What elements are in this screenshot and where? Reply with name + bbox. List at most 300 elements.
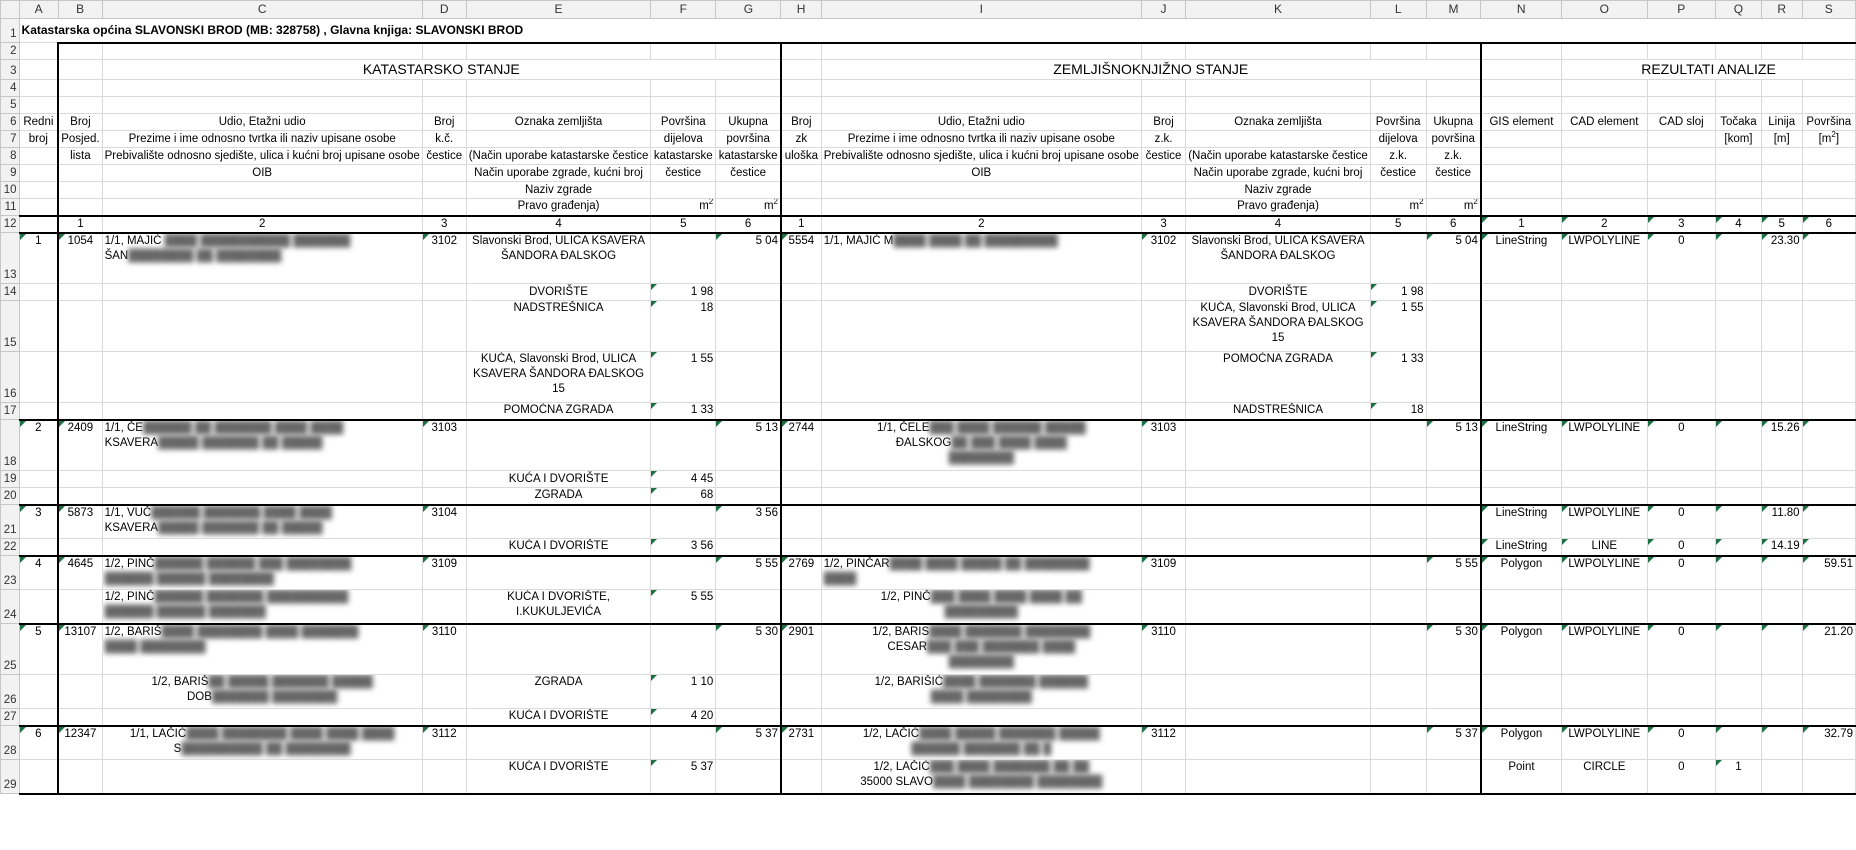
cell[interactable] — [716, 471, 781, 488]
cell[interactable] — [1141, 80, 1185, 97]
cell[interactable]: 11.80 — [1761, 505, 1802, 539]
cell[interactable] — [1802, 420, 1855, 471]
cell[interactable] — [1481, 301, 1562, 352]
cell[interactable] — [781, 403, 821, 420]
cell[interactable] — [1761, 556, 1802, 590]
cell[interactable] — [19, 80, 58, 97]
cell[interactable] — [651, 726, 716, 760]
cell[interactable] — [58, 97, 102, 114]
column-header[interactable]: C — [102, 1, 422, 19]
cell[interactable] — [1481, 488, 1562, 505]
cell[interactable] — [19, 97, 58, 114]
cell[interactable]: 5 30 — [1426, 624, 1481, 675]
cell[interactable] — [1761, 471, 1802, 488]
cell[interactable]: čestice — [1370, 165, 1426, 182]
cell[interactable]: zk — [781, 131, 821, 148]
column-header[interactable]: A — [19, 1, 58, 19]
cell[interactable]: površina — [1426, 131, 1481, 148]
column-number[interactable]: 5 — [651, 216, 716, 233]
cell[interactable]: 3 56 — [716, 505, 781, 539]
cell[interactable]: 3112 — [422, 726, 466, 760]
cell[interactable] — [1186, 760, 1371, 794]
cell[interactable] — [58, 471, 102, 488]
cell[interactable] — [716, 403, 781, 420]
cell[interactable] — [1141, 471, 1185, 488]
owner-cell[interactable] — [821, 233, 1141, 284]
cell[interactable] — [1426, 471, 1481, 488]
cell[interactable] — [1141, 165, 1185, 182]
cell[interactable]: [kom] — [1716, 131, 1762, 148]
cell[interactable] — [1761, 352, 1802, 403]
cell[interactable] — [1370, 505, 1426, 539]
cell[interactable] — [466, 624, 651, 675]
cell[interactable]: 2409 — [58, 420, 102, 471]
cell[interactable] — [821, 43, 1141, 60]
cell[interactable] — [821, 539, 1141, 556]
cell[interactable] — [422, 403, 466, 420]
cell[interactable]: 1 — [1716, 760, 1762, 794]
cell[interactable]: OIB — [102, 165, 422, 182]
cell[interactable]: GIS element — [1481, 114, 1562, 131]
cell[interactable] — [1426, 488, 1481, 505]
cell[interactable]: dijelova — [1370, 131, 1426, 148]
cell[interactable] — [781, 301, 821, 352]
row-header[interactable]: 8 — [1, 148, 20, 165]
row-header[interactable]: 14 — [1, 284, 20, 301]
cell[interactable] — [716, 199, 781, 216]
cell[interactable]: 1 98 — [1370, 284, 1426, 301]
cell[interactable] — [19, 352, 58, 403]
cell[interactable] — [1761, 709, 1802, 726]
cell[interactable] — [1370, 471, 1426, 488]
cell[interactable] — [1716, 471, 1762, 488]
cell[interactable] — [19, 182, 58, 199]
row-header[interactable]: 29 — [1, 760, 20, 794]
cell[interactable] — [1716, 488, 1762, 505]
cell[interactable] — [1481, 60, 1562, 80]
cell[interactable] — [1647, 80, 1716, 97]
cell[interactable] — [651, 233, 716, 284]
cell[interactable] — [1647, 590, 1716, 624]
cell[interactable] — [102, 284, 422, 301]
cell[interactable]: KUĆA I DVORIŠTE — [466, 760, 651, 794]
cell[interactable] — [651, 182, 716, 199]
row-header[interactable]: 16 — [1, 352, 20, 403]
cell[interactable] — [1647, 471, 1716, 488]
cell[interactable] — [781, 539, 821, 556]
cell[interactable]: 68 — [651, 488, 716, 505]
cell[interactable]: 3 56 — [651, 539, 716, 556]
cell[interactable]: 6 — [19, 726, 58, 760]
column-header[interactable]: L — [1370, 1, 1426, 19]
select-all-corner[interactable] — [1, 1, 20, 19]
cell[interactable] — [102, 709, 422, 726]
cell[interactable]: 3102 — [1141, 233, 1185, 284]
cell[interactable] — [1716, 590, 1762, 624]
cell[interactable] — [1802, 760, 1855, 794]
cell[interactable] — [1761, 301, 1802, 352]
cell[interactable] — [1761, 726, 1802, 760]
cell[interactable]: 5 55 — [651, 590, 716, 624]
cell[interactable] — [1802, 182, 1855, 199]
cell[interactable] — [1802, 199, 1855, 216]
cell[interactable] — [1426, 505, 1481, 539]
cell[interactable] — [1562, 80, 1648, 97]
cell[interactable]: CAD element — [1562, 114, 1648, 131]
cell[interactable] — [1802, 539, 1855, 556]
cell[interactable] — [1647, 403, 1716, 420]
cell[interactable] — [1186, 624, 1371, 675]
cell[interactable]: dijelova — [651, 131, 716, 148]
cell[interactable] — [1647, 675, 1716, 709]
cell[interactable] — [19, 216, 58, 233]
cell[interactable]: Način uporabe zgrade, kućni broj — [1186, 165, 1371, 182]
cell[interactable] — [1141, 709, 1185, 726]
cell[interactable] — [466, 505, 651, 539]
section-rezultati[interactable]: REZULTATI ANALIZE — [1562, 60, 1856, 80]
cell[interactable] — [1647, 199, 1716, 216]
cell[interactable]: 0 — [1647, 726, 1716, 760]
cell[interactable]: 3110 — [1141, 624, 1185, 675]
cell[interactable]: lista — [58, 148, 102, 165]
cell[interactable] — [651, 43, 716, 60]
cell[interactable]: Pravo građenja) — [466, 199, 651, 216]
cell[interactable] — [58, 488, 102, 505]
cell[interactable] — [1481, 199, 1562, 216]
cell[interactable] — [1370, 199, 1426, 216]
cell[interactable]: z.k. — [1426, 148, 1481, 165]
cell[interactable] — [102, 97, 422, 114]
cell[interactable]: [m] — [1761, 131, 1802, 148]
cell[interactable]: LineString — [1481, 505, 1562, 539]
column-number[interactable]: 6 — [1426, 216, 1481, 233]
cell[interactable] — [1481, 284, 1562, 301]
cell[interactable] — [1186, 726, 1371, 760]
cell[interactable] — [1562, 675, 1648, 709]
cell[interactable] — [1562, 182, 1648, 199]
column-number[interactable]: 5 — [1370, 216, 1426, 233]
cell[interactable]: Način uporabe zgrade, kućni broj — [466, 165, 651, 182]
cell[interactable] — [781, 352, 821, 403]
cell[interactable] — [1481, 131, 1562, 148]
cell[interactable]: Ukupna — [1426, 114, 1481, 131]
cell[interactable] — [821, 301, 1141, 352]
cell[interactable] — [466, 726, 651, 760]
cell[interactable] — [19, 301, 58, 352]
cell[interactable]: k.č. — [422, 131, 466, 148]
cell[interactable]: 3103 — [422, 420, 466, 471]
cell[interactable] — [1141, 43, 1185, 60]
cell[interactable]: 12347 — [58, 726, 102, 760]
owner-cell[interactable] — [102, 726, 422, 760]
cell[interactable] — [1716, 165, 1762, 182]
cell[interactable]: Linija — [1761, 114, 1802, 131]
owner-cell[interactable] — [821, 726, 1141, 760]
column-number[interactable]: 1 — [58, 216, 102, 233]
cell[interactable] — [1802, 488, 1855, 505]
cell[interactable]: (Način uporabe katastarske čestice — [1186, 148, 1371, 165]
cell[interactable]: 0 — [1647, 233, 1716, 284]
cell[interactable] — [466, 97, 651, 114]
cell[interactable]: Oznaka zemljišta — [1186, 114, 1371, 131]
cell[interactable]: Prebivalište odnosno sjedište, ulica i kućni broj upisane osobe — [821, 148, 1141, 165]
cell[interactable]: $[m^2]$ — [1802, 131, 1855, 148]
cell[interactable]: 5 37 — [1426, 726, 1481, 760]
cell[interactable] — [781, 471, 821, 488]
cell[interactable]: Površina — [651, 114, 716, 131]
cell[interactable] — [1647, 148, 1716, 165]
cell[interactable] — [19, 590, 58, 624]
cell[interactable]: 2901 — [781, 624, 821, 675]
cell[interactable] — [1370, 760, 1426, 794]
cell[interactable]: 13107 — [58, 624, 102, 675]
owner-cell[interactable] — [821, 624, 1141, 675]
column-number[interactable]: 3 — [1141, 216, 1185, 233]
cell[interactable]: čestice — [651, 165, 716, 182]
cell[interactable] — [422, 43, 466, 60]
cell[interactable] — [1761, 165, 1802, 182]
cell[interactable] — [58, 199, 102, 216]
cell[interactable]: KUĆA, Slavonski Brod, ULICA KSAVERA ŠANDORA ĐALSKOG 15 — [466, 352, 651, 403]
cell[interactable] — [1802, 165, 1855, 182]
cell[interactable] — [1141, 488, 1185, 505]
cell[interactable] — [1481, 471, 1562, 488]
cell[interactable] — [1562, 148, 1648, 165]
row-header[interactable]: 21 — [1, 505, 20, 539]
cell[interactable] — [781, 760, 821, 794]
cell[interactable]: Prezime i ime odnosno tvrtka ili naziv upisane osobe — [821, 131, 1141, 148]
cell[interactable]: Broj — [1141, 114, 1185, 131]
cell[interactable] — [781, 675, 821, 709]
cell[interactable] — [1370, 488, 1426, 505]
cell[interactable] — [1647, 182, 1716, 199]
cell[interactable]: LWPOLYLINE — [1562, 556, 1648, 590]
column-header[interactable]: E — [466, 1, 651, 19]
cell[interactable] — [422, 539, 466, 556]
cell[interactable] — [1716, 80, 1762, 97]
column-number[interactable]: 2 — [102, 216, 422, 233]
column-header[interactable]: P — [1647, 1, 1716, 19]
cell[interactable] — [1186, 80, 1371, 97]
cell[interactable]: 3 — [19, 505, 58, 539]
cell[interactable] — [1716, 505, 1762, 539]
cell[interactable] — [1186, 675, 1371, 709]
column-number[interactable]: 6 — [716, 216, 781, 233]
cell[interactable]: Naziv zgrade — [1186, 182, 1371, 199]
column-header[interactable]: I — [821, 1, 1141, 19]
cell[interactable] — [1562, 199, 1648, 216]
cell[interactable] — [1716, 403, 1762, 420]
row-header[interactable]: 27 — [1, 709, 20, 726]
cell[interactable] — [1562, 590, 1648, 624]
cell[interactable]: 5 13 — [716, 420, 781, 471]
cell[interactable] — [422, 182, 466, 199]
cell[interactable] — [1370, 43, 1426, 60]
cell[interactable]: uloška — [781, 148, 821, 165]
cell[interactable] — [781, 590, 821, 624]
cell[interactable] — [1141, 199, 1185, 216]
row-header[interactable]: 22 — [1, 539, 20, 556]
cell[interactable] — [781, 284, 821, 301]
cell[interactable] — [821, 352, 1141, 403]
cell[interactable] — [1141, 352, 1185, 403]
cell[interactable] — [1426, 80, 1481, 97]
cell[interactable] — [19, 403, 58, 420]
cell[interactable]: 3104 — [422, 505, 466, 539]
column-number[interactable]: 2 — [821, 216, 1141, 233]
cell[interactable] — [1370, 709, 1426, 726]
cell[interactable]: čestice — [1141, 148, 1185, 165]
cell[interactable] — [1562, 131, 1648, 148]
cell[interactable]: 18 — [1370, 403, 1426, 420]
cell[interactable] — [1426, 709, 1481, 726]
cell[interactable]: 23.30 — [1761, 233, 1802, 284]
cell[interactable] — [58, 352, 102, 403]
cell[interactable] — [1481, 148, 1562, 165]
cell[interactable] — [1426, 182, 1481, 199]
column-number[interactable]: 4 — [1186, 216, 1371, 233]
cell[interactable] — [102, 539, 422, 556]
cell[interactable]: čestice — [1426, 165, 1481, 182]
column-header[interactable]: K — [1186, 1, 1371, 19]
cell[interactable] — [1426, 352, 1481, 403]
cell[interactable] — [1141, 505, 1185, 539]
cell[interactable]: 59.51 — [1802, 556, 1855, 590]
cell[interactable] — [422, 97, 466, 114]
cell[interactable]: Point — [1481, 760, 1562, 794]
cell[interactable]: 5 55 — [1426, 556, 1481, 590]
cell[interactable] — [781, 182, 821, 199]
cell[interactable]: ZGRADA — [466, 675, 651, 709]
cell[interactable] — [1562, 97, 1648, 114]
cell[interactable] — [1186, 131, 1371, 148]
cell[interactable] — [102, 403, 422, 420]
cell[interactable] — [651, 420, 716, 471]
cell[interactable] — [1426, 403, 1481, 420]
cell[interactable] — [466, 80, 651, 97]
cell[interactable] — [1186, 505, 1371, 539]
cell[interactable] — [1647, 97, 1716, 114]
cell[interactable] — [19, 199, 58, 216]
cell[interactable]: Broj — [781, 114, 821, 131]
cell[interactable]: DVORIŠTE — [466, 284, 651, 301]
cell[interactable] — [821, 709, 1141, 726]
cell[interactable] — [58, 284, 102, 301]
cell[interactable] — [102, 352, 422, 403]
cell[interactable] — [1426, 539, 1481, 556]
cell[interactable] — [1647, 488, 1716, 505]
cell[interactable] — [1802, 352, 1855, 403]
cell[interactable] — [781, 505, 821, 539]
cell[interactable] — [821, 199, 1141, 216]
cell[interactable] — [1186, 488, 1371, 505]
cell[interactable]: 18 — [651, 301, 716, 352]
cell[interactable] — [1426, 675, 1481, 709]
cell[interactable] — [466, 43, 651, 60]
cell[interactable] — [1716, 709, 1762, 726]
cell[interactable] — [716, 352, 781, 403]
cell[interactable] — [102, 760, 422, 794]
cell[interactable]: Prezime i ime odnosno tvrtka ili naziv upisane osobe — [102, 131, 422, 148]
cell[interactable] — [1562, 471, 1648, 488]
cell[interactable] — [1761, 284, 1802, 301]
cell[interactable]: Slavonski Brod, ULICA KSAVERA ŠANDORA ĐALSKOG — [1186, 233, 1371, 284]
cell[interactable] — [1481, 80, 1562, 97]
cell[interactable]: 1 98 — [651, 284, 716, 301]
cell[interactable] — [1186, 471, 1371, 488]
cell[interactable]: NADSTREŠNICA — [1186, 403, 1371, 420]
cell[interactable] — [1716, 43, 1762, 60]
cell[interactable]: 1 33 — [651, 403, 716, 420]
cell[interactable]: 5554 — [781, 233, 821, 284]
cell[interactable] — [1141, 284, 1185, 301]
cell[interactable]: LWPOLYLINE — [1562, 726, 1648, 760]
cell[interactable] — [1186, 97, 1371, 114]
cell[interactable] — [58, 403, 102, 420]
cell[interactable]: ZGRADA — [466, 488, 651, 505]
cell[interactable] — [1802, 80, 1855, 97]
cell[interactable] — [716, 488, 781, 505]
cell[interactable] — [1562, 301, 1648, 352]
cell[interactable] — [1481, 97, 1562, 114]
cell[interactable]: 4 20 — [651, 709, 716, 726]
cell[interactable] — [821, 471, 1141, 488]
cell[interactable]: Površina — [1370, 114, 1426, 131]
cell[interactable]: 1 — [19, 233, 58, 284]
cell[interactable] — [1141, 301, 1185, 352]
cell[interactable] — [422, 352, 466, 403]
cell[interactable] — [1761, 403, 1802, 420]
cell[interactable]: Redni — [19, 114, 58, 131]
cell[interactable] — [1481, 403, 1562, 420]
row-header[interactable]: 13 — [1, 233, 20, 284]
cell[interactable]: 0 — [1647, 624, 1716, 675]
row-header[interactable]: 24 — [1, 590, 20, 624]
cell[interactable]: KUĆA I DVORIŠTE, I.KUKULJEVIĆA — [466, 590, 651, 624]
cell[interactable] — [1141, 539, 1185, 556]
cell[interactable] — [716, 539, 781, 556]
cell[interactable] — [1761, 590, 1802, 624]
cell[interactable] — [716, 590, 781, 624]
cell[interactable] — [1186, 590, 1371, 624]
cell[interactable]: LWPOLYLINE — [1562, 233, 1648, 284]
cell[interactable] — [1802, 709, 1855, 726]
cell[interactable] — [781, 60, 821, 80]
cell[interactable]: 5 30 — [716, 624, 781, 675]
cell[interactable] — [1370, 182, 1426, 199]
cell[interactable] — [58, 590, 102, 624]
cell[interactable]: z.k. — [1141, 131, 1185, 148]
cell[interactable] — [1802, 284, 1855, 301]
section-katastarsko[interactable]: KATASTARSKO STANJE — [102, 60, 781, 80]
cell[interactable] — [716, 301, 781, 352]
row-header[interactable]: 6 — [1, 114, 20, 131]
cell[interactable] — [781, 165, 821, 182]
cell[interactable] — [1761, 675, 1802, 709]
cell[interactable]: čestice — [716, 165, 781, 182]
cell[interactable]: POMOĆNA ZGRADA — [1186, 352, 1371, 403]
cell[interactable]: 5 55 — [716, 556, 781, 590]
cell[interactable] — [1481, 352, 1562, 403]
cell[interactable]: (Način uporabe katastarske čestice — [466, 148, 651, 165]
cell[interactable]: 1 33 — [1370, 352, 1426, 403]
cell[interactable] — [1562, 352, 1648, 403]
cell[interactable] — [1370, 420, 1426, 471]
cell[interactable] — [1761, 43, 1802, 60]
cell[interactable] — [1141, 403, 1185, 420]
cell[interactable]: KUĆA I DVORIŠTE — [466, 539, 651, 556]
cell[interactable] — [1370, 726, 1426, 760]
